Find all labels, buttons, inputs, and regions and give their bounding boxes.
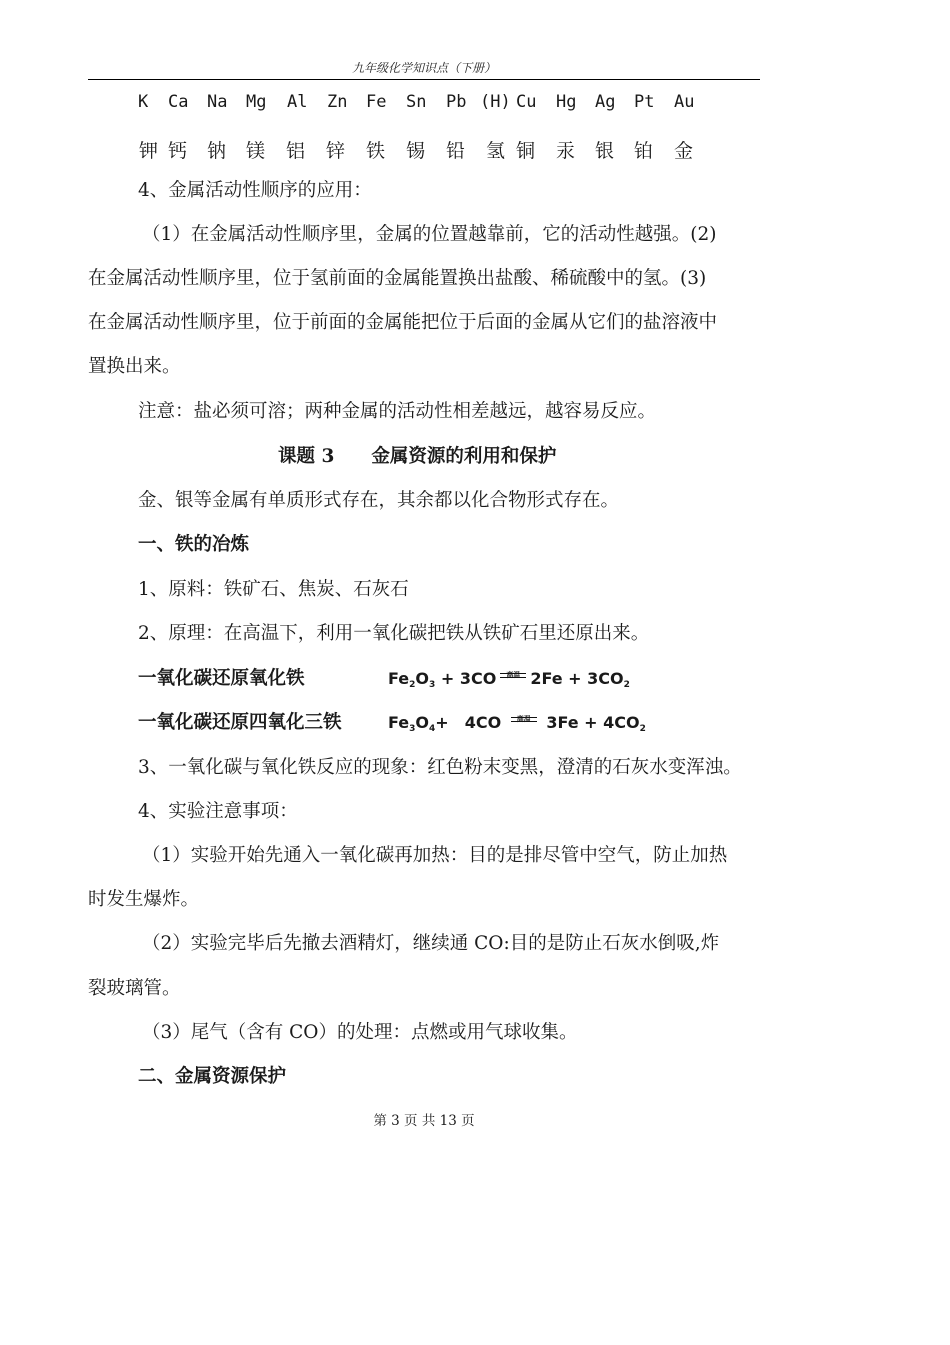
phenomenon: 3、一氧化碳与氧化铁反应的现象：红色粉末变黑，澄清的石灰水变浑浊。 bbox=[138, 757, 742, 778]
element-symbol: Hg bbox=[556, 92, 577, 112]
page-footer: 第 3 页 共 13 页 bbox=[373, 1113, 475, 1129]
element-name: 锌 bbox=[326, 140, 346, 162]
note: 注意：盐必须可溶；两种金属的活动性相差越远，越容易反应。 bbox=[138, 401, 657, 422]
element-name: 铅 bbox=[446, 140, 466, 162]
precaution-1-cont: 时发生爆炸。 bbox=[88, 889, 200, 910]
section4-line-2: 在金属活动性顺序里，位于氢前面的金属能置换出盐酸、稀硫酸中的氢。(3) bbox=[88, 268, 707, 289]
element-name: 银 bbox=[595, 140, 615, 162]
element-name: 铂 bbox=[634, 140, 654, 162]
reaction-2-label: 一氧化碳还原四氧化三铁 bbox=[138, 712, 342, 733]
element-symbol: Al bbox=[287, 92, 308, 112]
element-symbol: Sn bbox=[406, 92, 427, 112]
element-symbol: Zn bbox=[327, 92, 348, 112]
reaction-2-equation: $Fe_3O_4+$ 4CO 高温 $3Fe + 4CO_2$ bbox=[388, 713, 646, 734]
element-name: 镁 bbox=[246, 140, 266, 162]
element-name: 铜 bbox=[516, 140, 536, 162]
precaution-2: （2）实验完毕后先撤去酒精灯，继续通 CO:目的是防止石灰水倒吸,炸 bbox=[142, 933, 720, 954]
element-symbol: Ag bbox=[595, 92, 616, 112]
element-name: 钠 bbox=[207, 140, 227, 162]
page-header: 九年级化学知识点（下册） bbox=[351, 61, 496, 75]
raw-materials: 1、原料：铁矿石、焦炭、石灰石 bbox=[138, 579, 409, 600]
reaction-1-equation: $Fe_2O_3 + 3CO$ 高温 $2Fe + 3CO_2$ bbox=[388, 669, 630, 690]
element-symbol: Fe bbox=[366, 92, 387, 112]
element-symbol: Mg bbox=[246, 92, 267, 112]
element-name: 铁 bbox=[366, 140, 386, 162]
element-symbol: Au bbox=[674, 92, 695, 112]
precaution-3: （3）尾气（含有 CO）的处理：点燃或用气球收集。 bbox=[142, 1022, 578, 1043]
element-symbol: Ca bbox=[168, 92, 189, 112]
element-name: 铝 bbox=[286, 140, 306, 162]
element-symbol: Cu bbox=[516, 92, 537, 112]
reaction-1-label: 一氧化碳还原氧化铁 bbox=[138, 668, 305, 689]
intro-text: 金、银等金属有单质形式存在，其余都以化合物形式存在。 bbox=[138, 490, 620, 511]
element-name: 钙 bbox=[168, 140, 188, 162]
element-name: 氢 bbox=[486, 140, 506, 162]
precautions-title: 4、实验注意事项： bbox=[138, 801, 298, 822]
element-symbol: (H) bbox=[480, 92, 511, 112]
element-symbol: Pb bbox=[446, 92, 467, 112]
element-symbol: K bbox=[138, 92, 149, 112]
element-name: 汞 bbox=[556, 140, 576, 162]
element-name: 锡 bbox=[406, 140, 426, 162]
reaction-condition-mark: 高温 bbox=[509, 712, 539, 726]
lesson-title: 课题 3 金属资源的利用和保护 bbox=[278, 446, 557, 467]
principle: 2、原理：在高温下，利用一氧化碳把铁从铁矿石里还原出来。 bbox=[138, 623, 650, 644]
part1-title: 一、铁的冶炼 bbox=[138, 534, 250, 555]
precaution-2-cont: 裂玻璃管。 bbox=[88, 978, 181, 999]
part2-title: 二、金属资源保护 bbox=[138, 1066, 287, 1087]
section4-line-1: （1）在金属活动性顺序里，金属的位置越靠前，它的活动性越强。(2) bbox=[142, 224, 717, 245]
reaction-condition-mark: 高温 bbox=[498, 668, 528, 682]
section4-line-3: 在金属活动性顺序里，位于前面的金属能把位于后面的金属从它们的盐溶液中 bbox=[88, 312, 718, 333]
element-name: 钾 bbox=[139, 140, 159, 162]
section4-line-4: 置换出来。 bbox=[88, 356, 181, 377]
element-symbol: Pt bbox=[634, 92, 655, 112]
element-symbol: Na bbox=[207, 92, 228, 112]
element-name: 金 bbox=[674, 140, 694, 162]
header-rule bbox=[88, 79, 760, 80]
section4-title: 4、金属活动性顺序的应用： bbox=[138, 180, 372, 201]
precaution-1: （1）实验开始先通入一氧化碳再加热：目的是排尽管中空气，防止加热 bbox=[142, 845, 728, 866]
